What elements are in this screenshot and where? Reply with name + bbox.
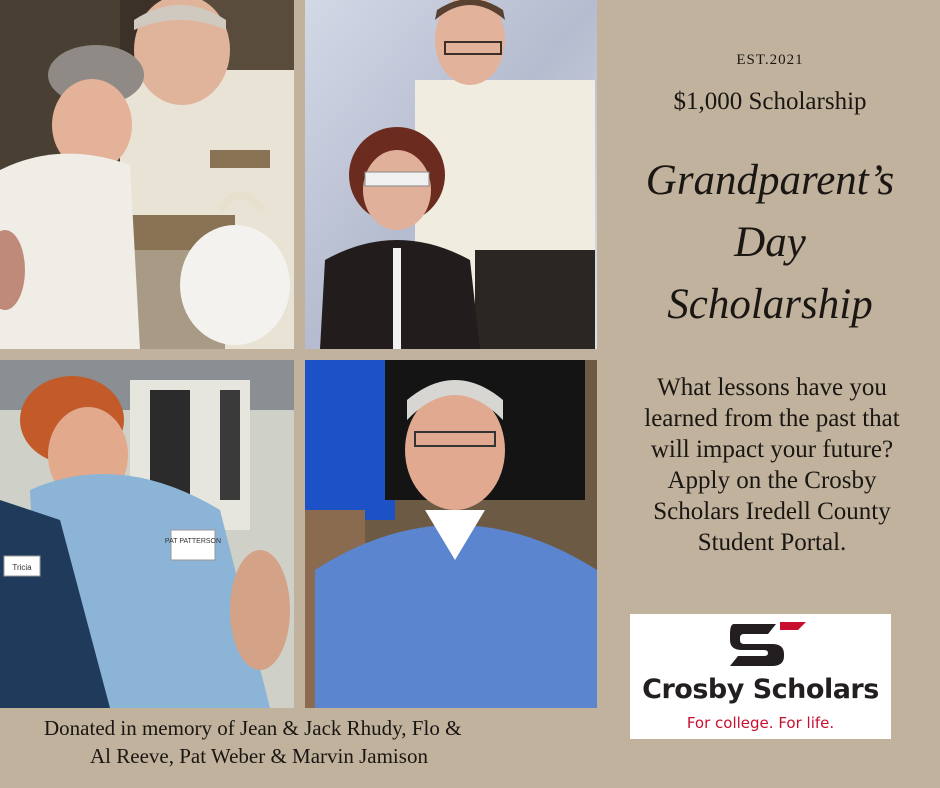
photo-woman-blue-shirt <box>0 360 294 708</box>
donation-line: Al Reeve, Pat Weber & Marvin Jamison <box>90 744 428 768</box>
established-year: EST.2021 <box>736 52 804 68</box>
question-line: Student Portal. <box>697 529 847 556</box>
logo-name: Crosby Scholars <box>642 674 879 705</box>
question-text <box>612 372 932 558</box>
page-title <box>600 150 940 336</box>
question-line: learned from the past that <box>644 405 900 432</box>
name-tag-pat: PAT PATTERSON <box>164 538 222 545</box>
title-line: Scholarship <box>667 281 873 328</box>
name-tag-tricia: Tricia <box>12 563 32 572</box>
photo-man-blue-shirt <box>305 360 597 708</box>
question-line: Apply on the Crosby <box>667 467 877 494</box>
title-line: Grandparent’s <box>645 157 895 204</box>
donation-note <box>40 714 560 770</box>
question-line: What lessons have you <box>657 374 887 401</box>
photo-couple-cake <box>0 0 294 349</box>
photo-couple-portrait <box>305 0 597 349</box>
scholarship-amount: $1,000 Scholarship <box>673 88 867 115</box>
title-line: Day <box>734 219 806 266</box>
crosby-scholars-logo <box>630 614 891 739</box>
logo-tagline: For college. For life. <box>686 714 835 732</box>
question-line: will impact your future? <box>650 436 894 463</box>
question-line: Scholars Iredell County <box>653 498 891 525</box>
logo-s-mark-icon <box>728 620 806 668</box>
donation-line: Donated in memory of Jean & Jack Rhudy, Flo & <box>44 716 462 740</box>
